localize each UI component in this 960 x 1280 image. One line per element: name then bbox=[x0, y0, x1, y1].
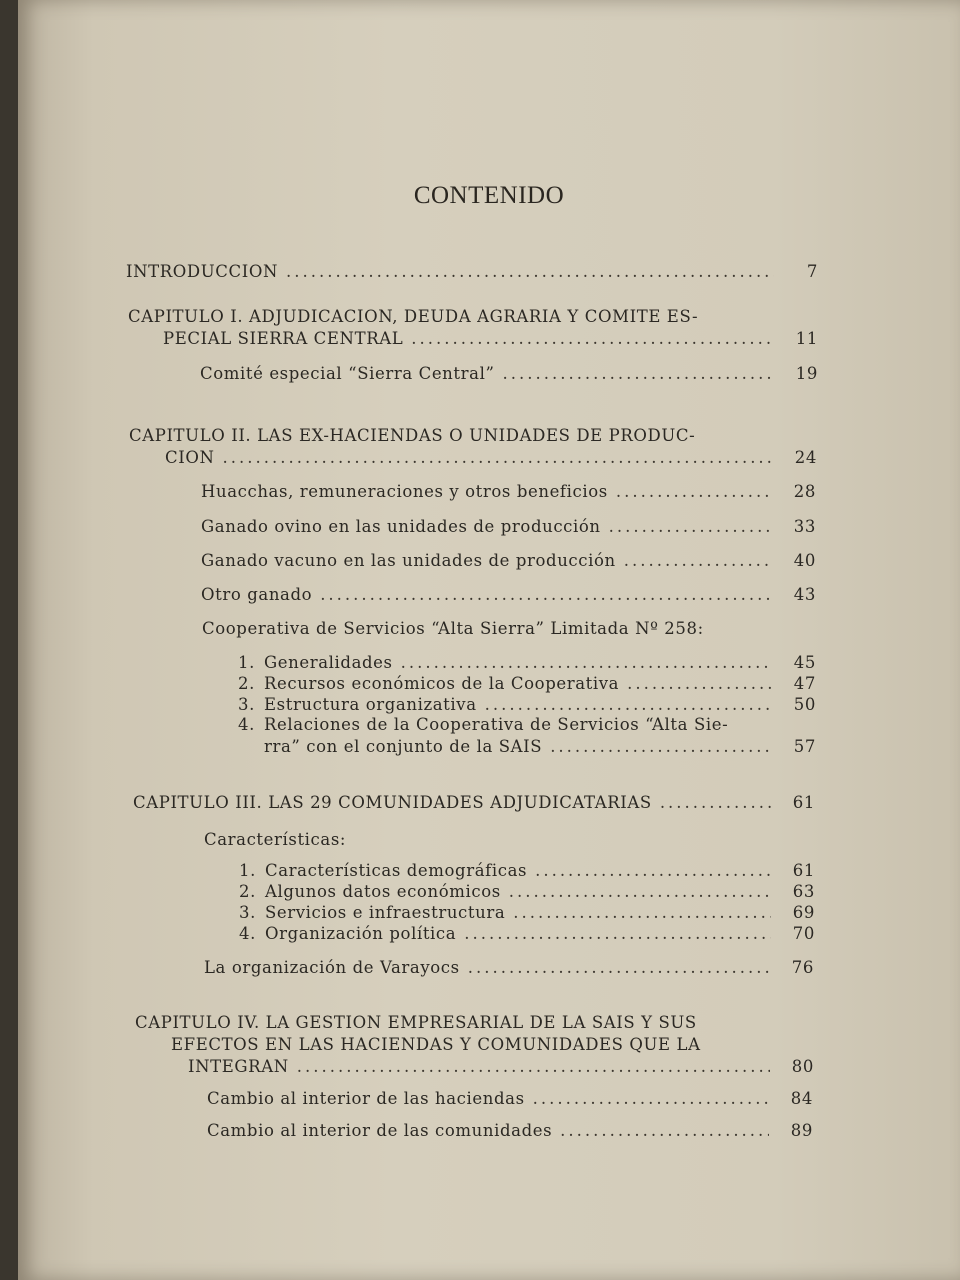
toc-entry-page: 89 bbox=[790, 1121, 813, 1140]
page-title: CONTENIDO bbox=[413, 182, 565, 209]
toc-entry bbox=[201, 517, 816, 537]
toc-entry-page: 33 bbox=[793, 517, 816, 536]
toc-entry-number: 2. bbox=[239, 882, 256, 901]
toc-entry-page: 76 bbox=[791, 958, 814, 977]
toc-entry bbox=[201, 585, 816, 605]
toc-entry-label-line: CAPITULO IV. LA GESTION EMPRESARIAL DE LA SAIS Y SUS bbox=[135, 1013, 697, 1032]
dot-leader bbox=[411, 329, 774, 349]
toc-entry bbox=[238, 695, 816, 715]
toc-entry-label-line: CAPITULO I. ADJUDICACION, DEUDA AGRARIA Y COMITE ES- bbox=[128, 307, 699, 326]
toc-entry-page: 80 bbox=[791, 1057, 814, 1076]
toc-entry-page: 84 bbox=[790, 1089, 813, 1108]
toc-entry-number: 4. bbox=[238, 715, 255, 734]
dot-leader bbox=[624, 551, 772, 571]
toc-entry-page: 24 bbox=[794, 448, 817, 467]
toc-entry bbox=[163, 329, 818, 349]
toc-entry-page: 57 bbox=[793, 737, 816, 756]
toc-entry bbox=[238, 653, 816, 673]
dot-leader bbox=[535, 861, 771, 881]
dot-leader bbox=[660, 793, 771, 813]
toc-entry-label: INTRODUCCION bbox=[126, 262, 278, 281]
dot-leader bbox=[502, 364, 774, 384]
dot-leader bbox=[616, 482, 772, 502]
toc-entry bbox=[188, 1057, 814, 1077]
dot-leader bbox=[533, 1089, 769, 1109]
toc-entry-page: 70 bbox=[792, 924, 815, 943]
toc-entry-label: Recursos económicos de la Cooperativa bbox=[264, 674, 620, 693]
toc-entry-page: 47 bbox=[793, 674, 816, 693]
toc-entry-page: 11 bbox=[795, 329, 818, 348]
toc-entry-page: 69 bbox=[792, 903, 815, 922]
toc-entry-label: CION bbox=[165, 448, 215, 467]
toc-entry-label: Huacchas, remuneraciones y otros beneficios bbox=[201, 482, 608, 501]
toc-entry-number: 3. bbox=[238, 695, 255, 714]
dot-leader bbox=[297, 1057, 770, 1077]
toc-entry bbox=[133, 793, 815, 813]
toc-entry bbox=[165, 448, 817, 468]
toc-entry-page: 45 bbox=[793, 653, 816, 672]
toc-entry-number: 1. bbox=[239, 861, 256, 880]
toc-entry bbox=[264, 737, 816, 757]
toc-entry-number: 2. bbox=[238, 674, 255, 693]
dot-leader bbox=[560, 1121, 769, 1141]
toc-entry-label: Ganado ovino en las unidades de producción bbox=[201, 517, 601, 536]
book-page bbox=[18, 0, 960, 1280]
toc-entry-label: La organización de Varayocs bbox=[204, 958, 460, 977]
toc-entry-label: Algunos datos económicos bbox=[265, 882, 501, 901]
toc-entry bbox=[126, 262, 818, 282]
dot-leader bbox=[320, 585, 772, 605]
toc-entry-label-line: CAPITULO II. LAS EX-HACIENDAS O UNIDADES DE PRODUC- bbox=[129, 426, 696, 445]
toc-entry-page: 40 bbox=[793, 551, 816, 570]
toc-entry-number: 1. bbox=[238, 653, 255, 672]
dot-leader bbox=[468, 958, 770, 978]
dot-leader bbox=[550, 737, 772, 757]
toc-entry-page: 28 bbox=[793, 482, 816, 501]
dot-leader bbox=[286, 262, 774, 282]
toc-entry bbox=[239, 924, 815, 944]
toc-entry bbox=[207, 1121, 813, 1141]
toc-section-heading: Características: bbox=[204, 830, 347, 849]
toc-entry-label: Ganado vacuno en las unidades de producción bbox=[201, 551, 616, 570]
toc-entry-label: Características demográficas bbox=[265, 861, 528, 880]
toc-entry-label-line: Relaciones de la Cooperativa de Servicios “Alta Sie- bbox=[264, 715, 729, 734]
toc-entry-label: Comité especial “Sierra Central” bbox=[200, 364, 495, 383]
toc-entry-label: Organización política bbox=[265, 924, 457, 943]
toc-entry bbox=[201, 551, 816, 571]
dot-leader bbox=[485, 695, 772, 715]
toc-entry-label: Cambio al interior de las comunidades bbox=[207, 1121, 553, 1140]
toc-entry-label: Generalidades bbox=[264, 653, 393, 672]
dot-leader bbox=[609, 517, 772, 537]
toc-entry-label: Otro ganado bbox=[201, 585, 313, 604]
dot-leader bbox=[223, 448, 773, 468]
toc-entry-label: INTEGRAN bbox=[188, 1057, 289, 1076]
toc-entry-label-line bbox=[238, 715, 728, 735]
dot-leader bbox=[464, 924, 771, 944]
toc-entry-label-line: EFECTOS EN LAS HACIENDAS Y COMUNIDADES QUE LA bbox=[171, 1035, 701, 1054]
toc-entry-label: Estructura organizativa bbox=[264, 695, 477, 714]
toc-entry-number: 4. bbox=[239, 924, 256, 943]
dot-leader bbox=[509, 882, 771, 902]
dot-leader bbox=[513, 903, 771, 923]
toc-entry-label: Cambio al interior de las haciendas bbox=[207, 1089, 525, 1108]
toc-entry-page: 61 bbox=[792, 861, 815, 880]
toc-entry-label: CAPITULO III. LAS 29 COMUNIDADES ADJUDICATARIAS bbox=[133, 793, 652, 812]
toc-entry bbox=[200, 364, 818, 384]
toc-entry-page: 19 bbox=[795, 364, 818, 383]
toc-entry bbox=[207, 1089, 813, 1109]
toc-entry-page: 50 bbox=[793, 695, 816, 714]
toc-entry bbox=[239, 903, 815, 923]
toc-entry-page: 43 bbox=[793, 585, 816, 604]
dot-leader bbox=[401, 653, 772, 673]
toc-entry-label: PECIAL SIERRA CENTRAL bbox=[163, 329, 404, 348]
toc-entry bbox=[201, 482, 816, 502]
toc-entry-page: 7 bbox=[806, 262, 818, 281]
dot-leader bbox=[627, 674, 772, 694]
toc-entry bbox=[239, 882, 815, 902]
toc-entry-label: Servicios e infraestructura bbox=[265, 903, 506, 922]
toc-section-heading: Cooperativa de Servicios “Alta Sierra” Limitada Nº 258: bbox=[202, 619, 704, 638]
toc-entry bbox=[239, 861, 815, 881]
toc-entry bbox=[238, 674, 816, 694]
toc-entry-number: 3. bbox=[239, 903, 256, 922]
toc-entry-page: 63 bbox=[792, 882, 815, 901]
toc-entry bbox=[204, 958, 814, 978]
toc-entry-page: 61 bbox=[792, 793, 815, 812]
toc-entry-label: rra” con el conjunto de la SAIS bbox=[264, 737, 543, 756]
